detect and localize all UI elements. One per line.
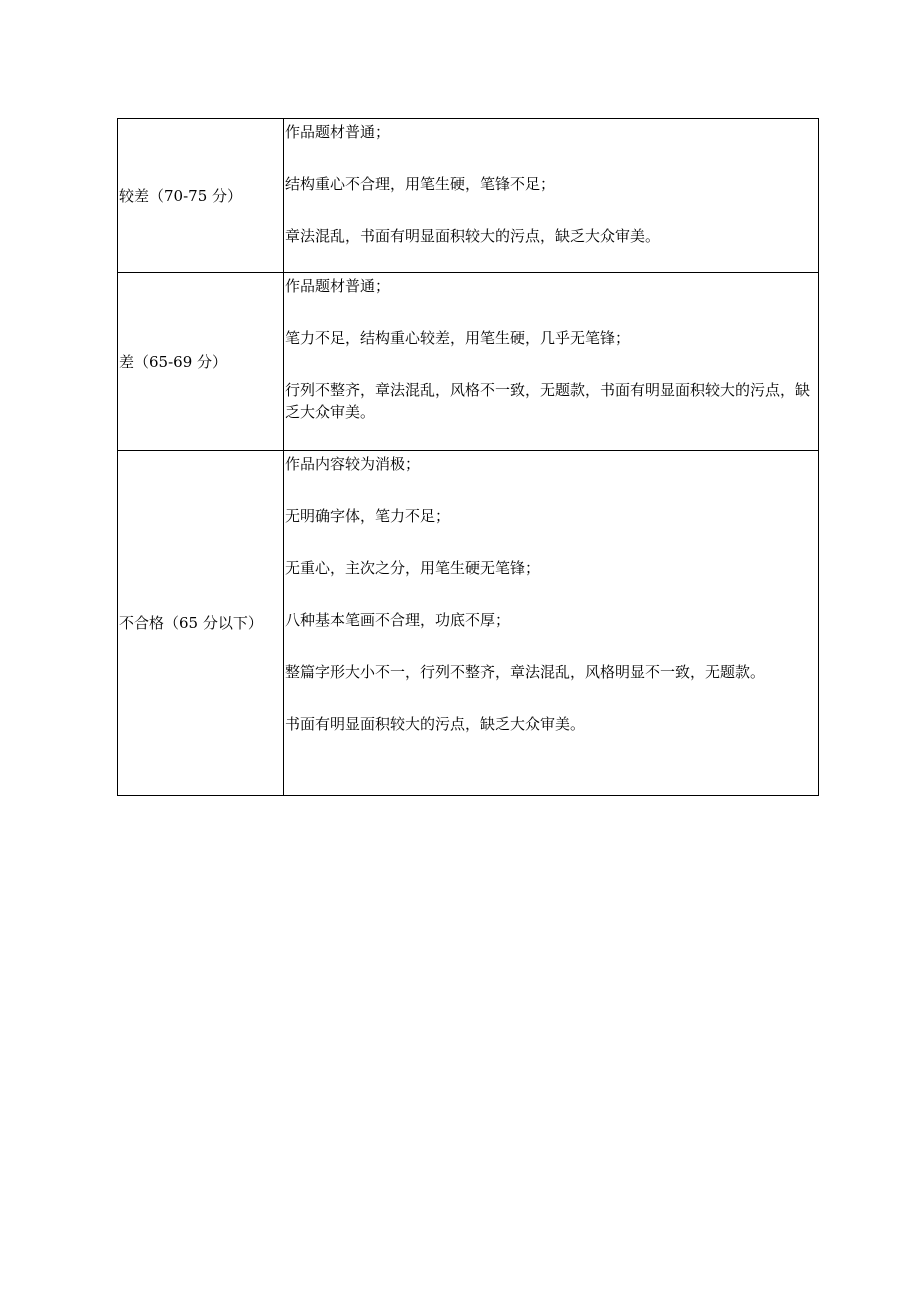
criterion-item: 作品题材普通； xyxy=(285,277,391,295)
table-row-grade-fail xyxy=(118,451,819,796)
grade-label: 不合格（65 分以下） xyxy=(118,451,284,796)
criterion-item: 无重心，主次之分，用笔生硬无笔锋； xyxy=(285,559,541,577)
table-row-grade-fair xyxy=(118,119,819,273)
criterion-item: 章法混乱，书面有明显面积较大的污点，缺乏大众审美。 xyxy=(285,227,661,245)
criterion-item: 无明确字体，笔力不足； xyxy=(285,507,451,525)
criterion-item: 结构重心不合理，用笔生硬，笔锋不足； xyxy=(285,175,556,193)
criterion-item: 作品题材普通； xyxy=(285,123,391,141)
criterion-item: 行列不整齐，章法混乱，风格不一致，无题款，书面有明显面积较大的污点，缺乏大众审美。 xyxy=(285,381,811,421)
grade-criteria xyxy=(284,273,819,451)
criterion-item: 笔力不足，结构重心较差，用笔生硬，几乎无笔锋； xyxy=(285,329,631,347)
criterion-item: 整篇字形大小不一，行列不整齐，章法混乱，风格明显不一致，无题款。 xyxy=(285,663,766,681)
grade-criteria xyxy=(284,451,819,796)
criterion-item: 八种基本笔画不合理，功底不厚； xyxy=(285,611,511,629)
grade-label: 差（65-69 分） xyxy=(118,273,284,451)
criterion-item: 书面有明显面积较大的污点，缺乏大众审美。 xyxy=(285,715,586,733)
criterion-item: 作品内容较为消极； xyxy=(285,455,421,473)
grade-label: 较差（70-75 分） xyxy=(118,119,284,273)
grade-criteria xyxy=(284,119,819,273)
grading-criteria-table xyxy=(117,118,819,796)
table-row-grade-poor xyxy=(118,273,819,451)
